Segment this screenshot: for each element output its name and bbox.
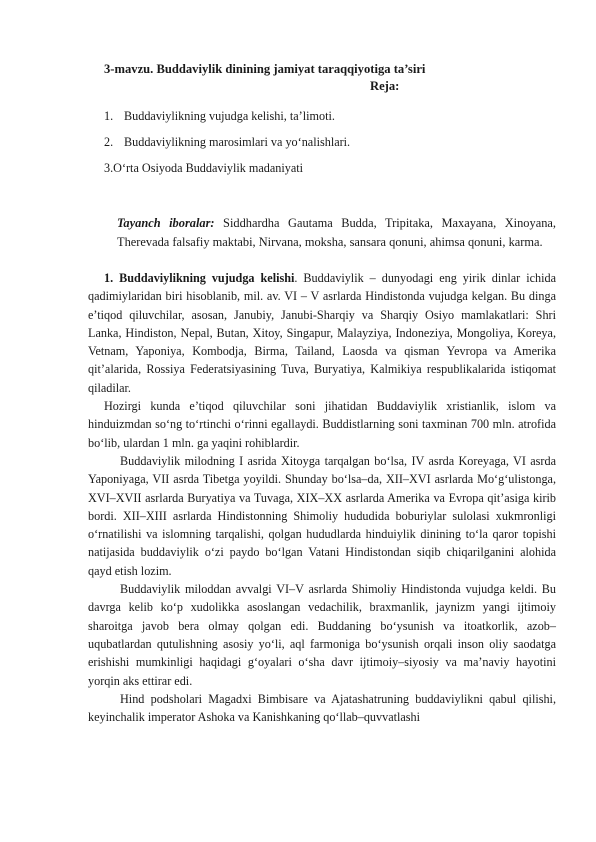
body-paragraph (88, 690, 556, 727)
plan-item-number: 1. (104, 109, 114, 123)
plan-list (104, 108, 350, 186)
keywords-paragraph (117, 214, 556, 251)
paragraph-text: Hind podsholari Magadxi Bimbisare va Ajatashatruning buddaviylikni qabul qilishi, keyinchalik imperator Ashoka va Kanishkaning qo‘llab–quvvatlashi (88, 691, 556, 725)
plan-item (104, 134, 350, 160)
plan-item-number: 3. (104, 161, 114, 175)
plan-item-text: O‘rta Osiyoda Buddaviylik madaniyati (113, 161, 304, 175)
paragraph-text: Hozirgi kunda e’tiqod qiluvchilar soni jihatidan Buddaviylik xristianlik, islom va hinduizmdan so‘ng to‘rtinchi o‘rinni egallaydi. Buddistlarning soni taxminan 700 mln. atrofida bo‘lib, ulardan 1 mln. ga yaqini rohiblardir. (88, 399, 556, 450)
body-text (88, 269, 556, 726)
plan-item-text: Buddaviylikning marosimlari va yo‘nalishlari. (124, 135, 351, 149)
keywords-text: Siddhardha Gautama Budda, Tripitaka, Maxayana, Xinoyana, Therevada falsafiy maktabi, Nirvana, moksha, sansara qonuni, ahimsa qonuni, karma. (117, 216, 556, 249)
body-paragraph (88, 452, 556, 580)
plan-item-number: 2. (104, 135, 114, 149)
plan-item-text: Buddaviylikning vujudga kelishi, ta’limoti. (124, 109, 335, 123)
section-heading: 1. Buddaviylikning vujudga kelishi (104, 271, 295, 285)
plan-item (104, 160, 350, 186)
paragraph-text: Buddaviylik miloddan avvalgi VI–V asrlarda Shimoliy Hindistonda vujudga keldi. Bu davrga kelib ko‘p xudolikka asoslangan vedachilik, braxmanlik, jaynizm yangi ijtimoiy sharoitga javob bera olmay qolgan edi. Buddaning bo‘ysunish va itoatkorlik, azob–uqubatlardan qutulishning asosiy yo‘li, aql farmoniga bo‘ysunish orqali inson oliy saodatga erishishi mumkinligi haqidagi g‘oyalari o‘sha davr ijtimoiy–siyosiy va ma’naviy hayotini yorqin aks ettirar edi. (88, 582, 556, 688)
body-paragraph (88, 397, 556, 452)
plan-item (104, 108, 350, 134)
paragraph-text: . Buddaviylik – dunyodagi eng yirik dinlar ichida qadimiylaridan biri hisoblanib, mil. av. VI – V asrlarda Hindistonda vujudga kelgan. Bu dinga e’tiqod qiluvchilar, asosan, Janubiy, Janubi-Sharqiy va Sharqiy Osiyo mamlakatlari: Shri Lanka, Hindiston, Nepal, Butan, Xitoy, Singapur, Malayziya, Indoneziya, Mongoliya, Koreya, Vetnam, Yaponiya, Kombodja, Birma, Tailand, Laosda va qisman Yevropa va Amerika qit’alarida, Rossiya Federatsiyasining Tuva, Buryatiya, Kalmikiya respublikalarida istiqomat qiladilar. (88, 271, 556, 395)
body-paragraph (88, 580, 556, 690)
body-paragraph (88, 269, 556, 397)
plan-heading: Reja: (370, 79, 400, 93)
keywords-label: Tayanch iboralar: (117, 216, 215, 230)
paragraph-text: Buddaviylik milodning I asrida Xitoyga tarqalgan bo‘lsa, IV asrda Koreyaga, VI asrda Yaponiyaga, VII asrda Tibetga yoyildi. Shunday bo‘lsa–da, XII–XVI asrlarda Mo‘g‘ulistonga, XVI–XVII asrlarda Buryatiya va Tuvaga, XIX–XX asrlarda Amerika va Evropa qit’asiga kirib bordi. XII–XIII asrlarda Hindistonning Shimoliy hududida boburiylar sulolasi xukmronligi o‘rnatilishi va islomning tarqalishi, qolgan hududlarda hinduiylik dinining to‘la qaror topishi natijasida buddaviylik o‘zi paydo bo‘lgan Vatani Hindistondan siqib chiqarilganini alohida qayd etish lozim. (88, 453, 556, 578)
document-title: 3-mavzu. Buddaviylik dinining jamiyat taraqqiyotiga ta’siri (104, 62, 426, 76)
